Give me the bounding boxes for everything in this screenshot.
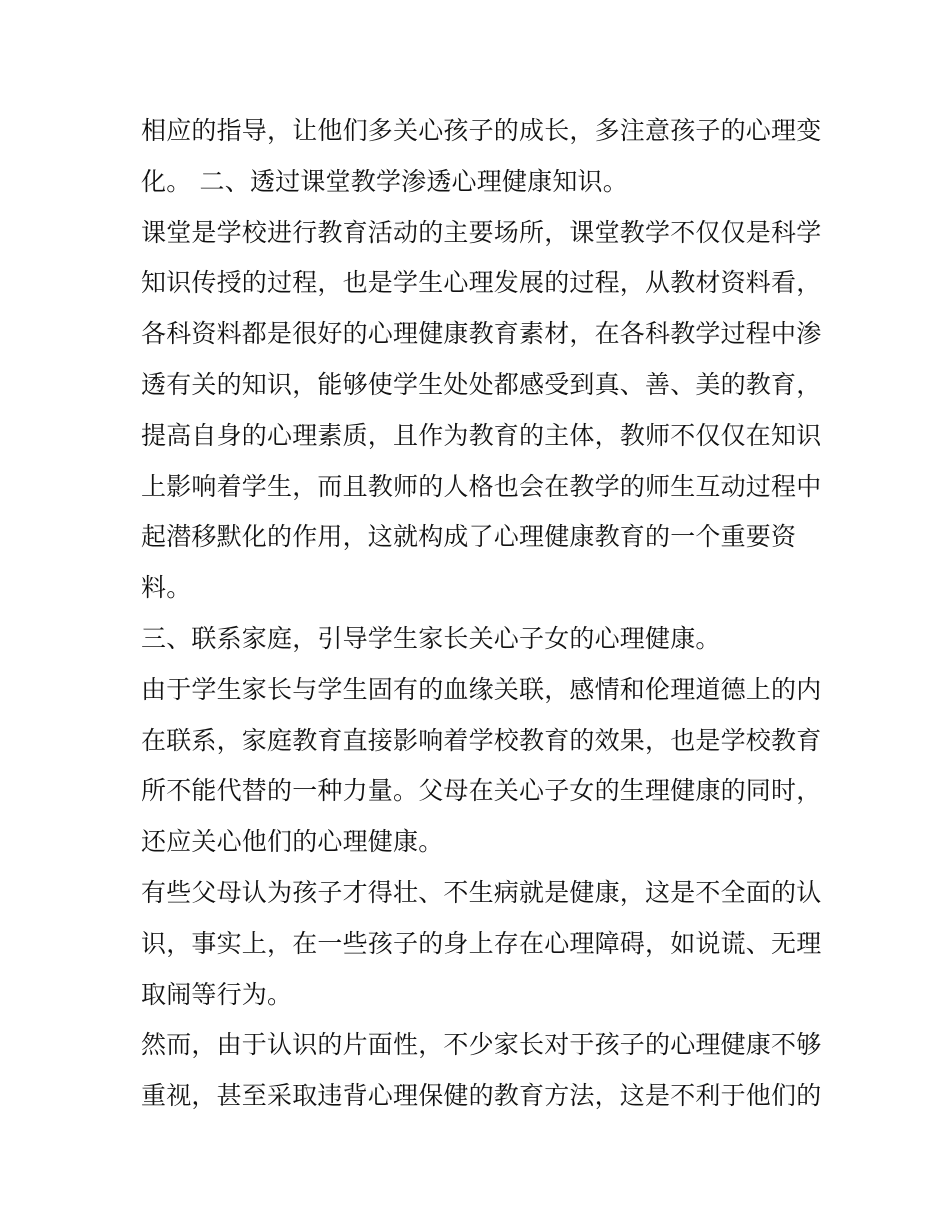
text-line: 各科资料都是很好的心理健康教育素材，在各科教学过程中渗 [141, 319, 822, 349]
text-line: 起潜移默化的作用，这就构成了心理健康教育的一个重要资 [141, 522, 797, 552]
text-line: 识，事实上，在一些孩子的身上存在心理障碍，如说谎、无理 [141, 928, 822, 958]
text-line: 课堂是学校进行教育活动的主要场所，课堂教学不仅仅是科学 [141, 217, 822, 247]
text-line: 重视，甚至采取违背心理保健的教育方法，这是不利于他们的 [141, 1081, 822, 1111]
text-line: 由于学生家长与学生固有的血缘关联，感情和伦理道德上的内 [141, 674, 822, 704]
text-line: 透有关的知识，能够使学生处处都感受到真、善、美的教育， [141, 369, 822, 399]
text-line: 相应的指导，让他们多关心孩子的成长，多注意孩子的心理变 [141, 116, 822, 145]
text-line: 有些父母认为孩子才得壮、不生病就是健康，这是不全面的认 [141, 877, 822, 907]
text-line: 然而，由于认识的片面性，不少家长对于孩子的心理健康不够 [141, 1030, 822, 1060]
text-line: 知识传授的过程，也是学生心理发展的过程，从教材资料看， [141, 268, 822, 298]
text-line: 化。 二、透过课堂教学渗透心理健康知识。 [141, 166, 628, 196]
text-line: 上影响着学生，而且教师的人格也会在教学的师生互动过程中 [141, 471, 822, 501]
text-line: 所不能代替的一种力量。父母在关心子女的生理健康的同时， [141, 776, 822, 806]
text-line: 提高自身的心理素质，且作为教育的主体，教师不仅仅在知识 [141, 420, 822, 450]
text-line: 取闹等行为。 [141, 979, 293, 1009]
text-line: 料。 [141, 573, 192, 603]
text-line: 在联系，家庭教育直接影响着学校教育的效果，也是学校教育 [141, 725, 822, 755]
section-heading: 三、联系家庭，引导学生家长关心子女的心理健康。 [141, 623, 721, 653]
text-line: 还应关心他们的心理健康。 [141, 827, 444, 857]
body-text [141, 106, 821, 1122]
